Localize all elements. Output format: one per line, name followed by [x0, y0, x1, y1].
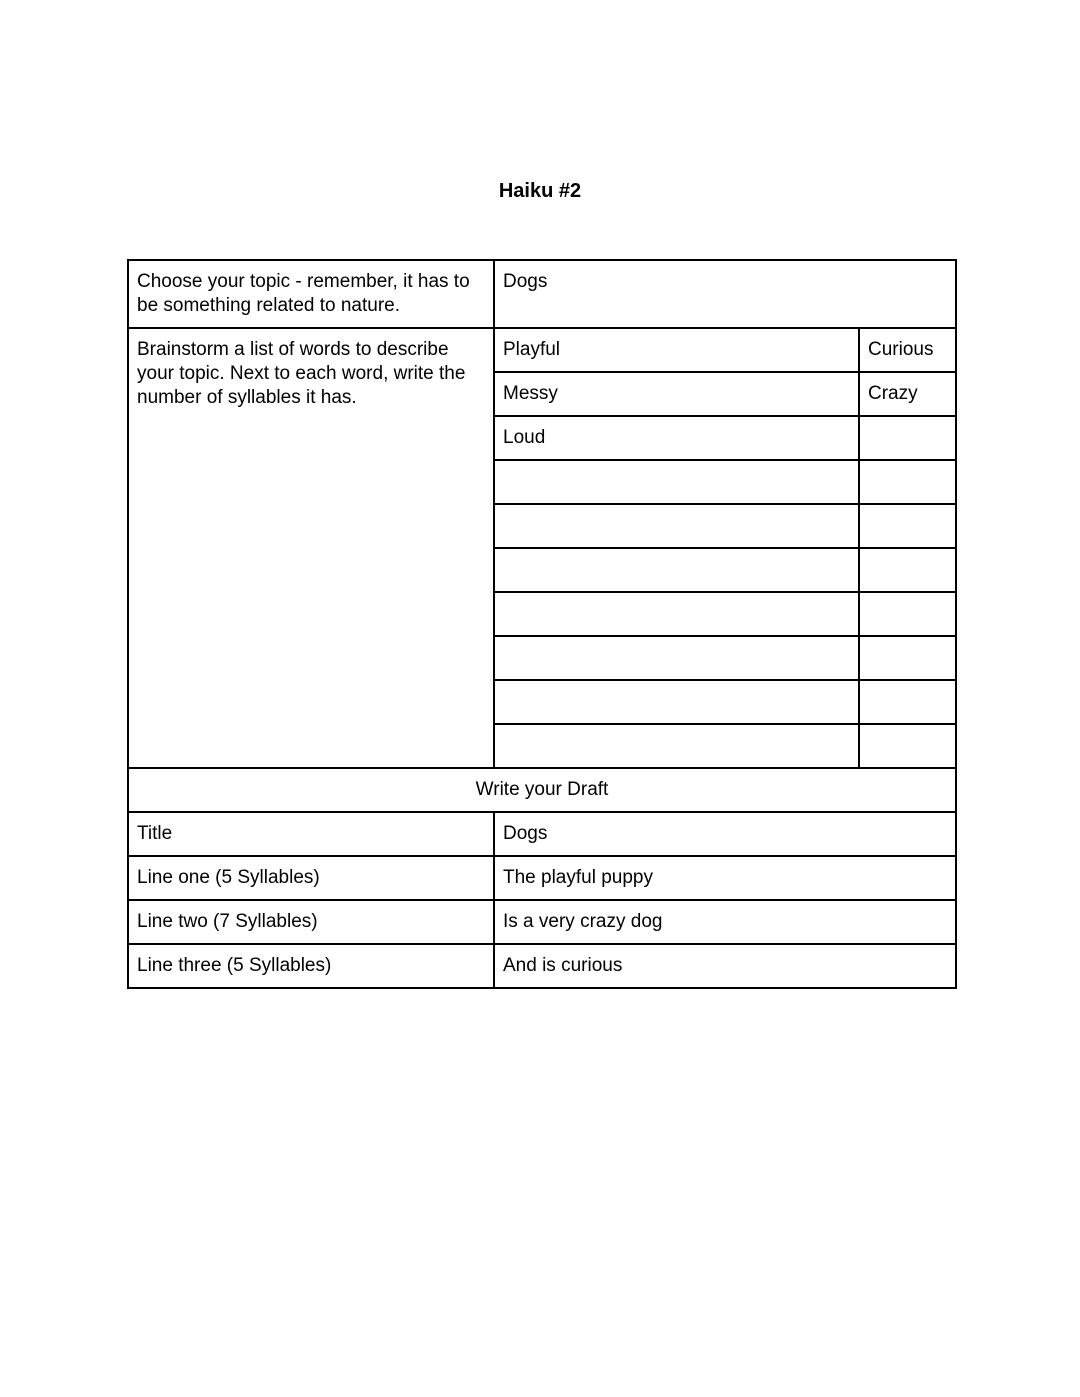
- brainstorm-syllables[interactable]: [859, 460, 956, 504]
- brainstorm-word[interactable]: [494, 504, 859, 548]
- draft-value[interactable]: Dogs: [494, 812, 956, 856]
- brainstorm-word[interactable]: Loud: [494, 416, 859, 460]
- brainstorm-syllables[interactable]: [859, 680, 956, 724]
- brainstorm-syllables[interactable]: [859, 724, 956, 768]
- brainstorm-word[interactable]: Messy: [494, 372, 859, 416]
- draft-value[interactable]: Is a very crazy dog: [494, 900, 956, 944]
- brainstorm-syllables[interactable]: Crazy: [859, 372, 956, 416]
- brainstorm-syllables[interactable]: [859, 504, 956, 548]
- draft-row: [128, 944, 956, 988]
- draft-header-row: [128, 768, 956, 812]
- brainstorm-syllables[interactable]: [859, 592, 956, 636]
- brainstorm-word[interactable]: Playful: [494, 328, 859, 372]
- draft-label: Line two (7 Syllables): [128, 900, 494, 944]
- brainstorm-word[interactable]: [494, 460, 859, 504]
- brainstorm-word[interactable]: [494, 680, 859, 724]
- brainstorm-row: [128, 328, 956, 372]
- topic-answer[interactable]: Dogs: [494, 260, 956, 328]
- brainstorm-syllables[interactable]: Curious: [859, 328, 956, 372]
- brainstorm-word[interactable]: [494, 724, 859, 768]
- draft-label: Title: [128, 812, 494, 856]
- brainstorm-word[interactable]: [494, 592, 859, 636]
- draft-value[interactable]: And is curious: [494, 944, 956, 988]
- page-title: Haiku #2: [498, 180, 582, 202]
- brainstorm-word[interactable]: [494, 548, 859, 592]
- brainstorm-prompt: Brainstorm a list of words to describe your topic. Next to each word, write the number of syllables it has.: [128, 328, 494, 768]
- draft-row: [128, 900, 956, 944]
- draft-label: Line one (5 Syllables): [128, 856, 494, 900]
- draft-label: Line three (5 Syllables): [128, 944, 494, 988]
- brainstorm-syllables[interactable]: [859, 416, 956, 460]
- draft-row: [128, 856, 956, 900]
- haiku-worksheet-table: [127, 259, 957, 989]
- draft-value[interactable]: The playful puppy: [494, 856, 956, 900]
- brainstorm-syllables[interactable]: [859, 636, 956, 680]
- topic-row: [128, 260, 956, 328]
- topic-prompt: Choose your topic - remember, it has to be something related to nature.: [128, 260, 494, 328]
- draft-header: Write your Draft: [128, 768, 956, 812]
- brainstorm-word[interactable]: [494, 636, 859, 680]
- brainstorm-syllables[interactable]: [859, 548, 956, 592]
- draft-row: [128, 812, 956, 856]
